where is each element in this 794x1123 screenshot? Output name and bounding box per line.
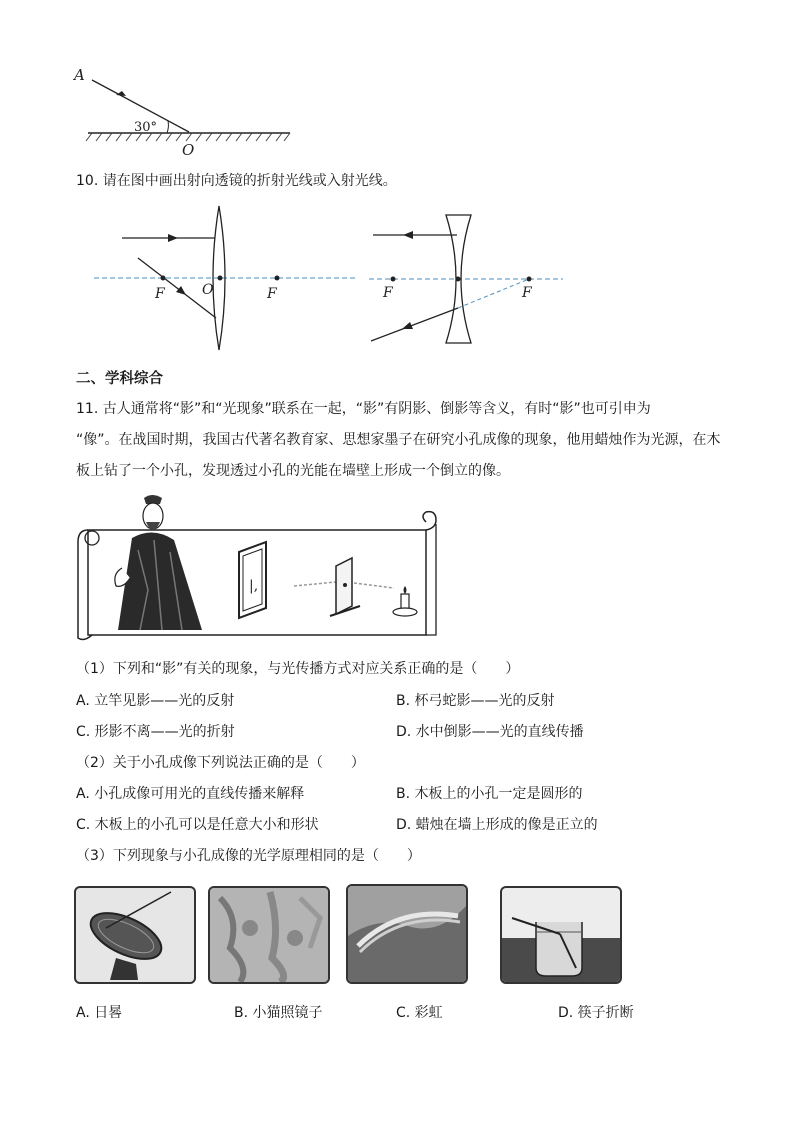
screen-image: |, bbox=[249, 578, 259, 594]
sub2-option-d[interactable]: D. 蜡烛在墙上形成的像是正立的 bbox=[396, 817, 598, 833]
sub1-option-d[interactable]: D. 水中倒影——光的直线传播 bbox=[396, 724, 584, 740]
focus-point bbox=[161, 276, 166, 281]
screen-wall bbox=[239, 542, 266, 618]
scroll-roll-right bbox=[423, 512, 436, 530]
sub1-option-a[interactable]: A. 立竿见影——光的反射 bbox=[76, 693, 235, 709]
focus-label: F bbox=[267, 286, 277, 302]
q10-text: 10. 请在图中画出射向透镜的折射光线或入射光线。 bbox=[76, 173, 397, 189]
sub2-option-a[interactable]: A. 小孔成像可用光的直线传播来解释 bbox=[76, 786, 305, 802]
ray-arrow bbox=[168, 234, 178, 242]
ray-arrow bbox=[176, 286, 186, 295]
optical-center bbox=[218, 276, 223, 281]
focus-label: F bbox=[522, 285, 532, 301]
cat-mirror-photo bbox=[208, 886, 330, 984]
center-label: O bbox=[202, 282, 214, 298]
angle-arc bbox=[167, 121, 168, 133]
scroll-roll-right-lower bbox=[426, 524, 436, 635]
sub2-stem: （2）关于小孔成像下列说法正确的是（ ） bbox=[76, 755, 365, 771]
rainbow-photo bbox=[346, 884, 468, 984]
sundial-photo bbox=[74, 886, 196, 984]
focus-point bbox=[527, 277, 532, 282]
incident-ray bbox=[371, 308, 458, 341]
q11-line3: 板上钻了一个小孔，发现透过小孔的光能在墙壁上形成一个倒立的像。 bbox=[76, 463, 510, 479]
sub1-option-b[interactable]: B. 杯弓蛇影——光的反射 bbox=[396, 693, 555, 709]
sub3-option-d[interactable]: D. 筷子折断 bbox=[558, 1005, 634, 1021]
concave-lens-figure bbox=[365, 205, 570, 350]
label-o: O bbox=[182, 141, 195, 159]
ray-arrow bbox=[403, 231, 413, 239]
focus-label: F bbox=[155, 286, 165, 302]
convex-lens-figure bbox=[90, 200, 370, 355]
sub3-option-b[interactable]: B. 小猫照镜子 bbox=[234, 1005, 323, 1021]
sub3-option-a[interactable]: A. 日晷 bbox=[76, 1005, 123, 1021]
angle-label: 30° bbox=[134, 120, 158, 135]
mirror-hatching bbox=[86, 133, 290, 141]
q11-line2: “像”。在战国时期，我国古代著名教育家、思想家墨子在研究小孔成像的现象，他用蜡烛作为光源，在木 bbox=[76, 432, 721, 448]
label-a: A bbox=[74, 66, 85, 84]
sub2-option-c[interactable]: C. 木板上的小孔可以是任意大小和形状 bbox=[76, 817, 319, 833]
section-title: 二、学科综合 bbox=[76, 371, 163, 387]
sub1-stem: （1）下列和“影”有关的现象，与光传播方式对应关系正确的是（ ） bbox=[76, 661, 520, 677]
extension-line bbox=[458, 279, 529, 308]
chopsticks-photo bbox=[500, 886, 622, 984]
sub2-option-b[interactable]: B. 木板上的小孔一定是圆形的 bbox=[396, 786, 583, 802]
sub3-option-c[interactable]: C. 彩虹 bbox=[396, 1005, 443, 1021]
mozi-pinhole-illustration bbox=[74, 490, 444, 645]
ray-arrow bbox=[402, 322, 413, 329]
optical-center bbox=[456, 277, 461, 282]
focus-label: F bbox=[383, 285, 393, 301]
sub1-option-c[interactable]: C. 形影不离——光的折射 bbox=[76, 724, 235, 740]
focus-point bbox=[391, 277, 396, 282]
sub3-stem: （3）下列现象与小孔成像的光学原理相同的是（ ） bbox=[76, 848, 421, 864]
focus-point bbox=[275, 276, 280, 281]
reflection-figure bbox=[70, 62, 300, 162]
q11-line1: 11. 古人通常将“影”和“光现象”联系在一起，“影”有阴影、倒影等含义，有时“影”也可引申为 bbox=[76, 401, 651, 417]
